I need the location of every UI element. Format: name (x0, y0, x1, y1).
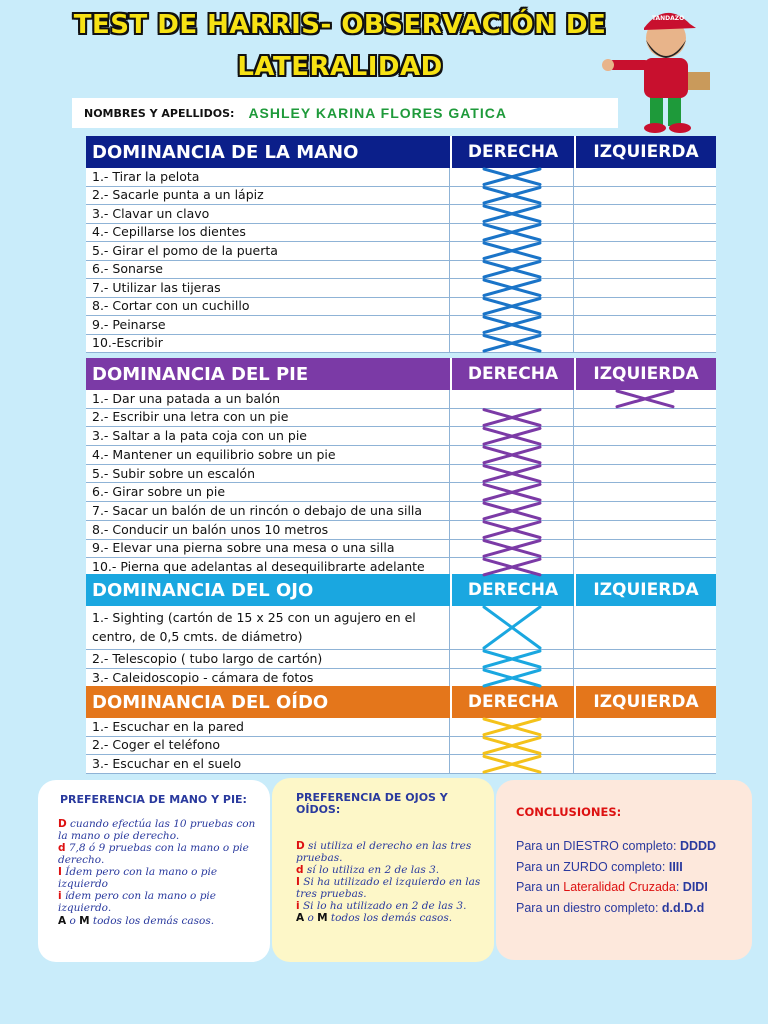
cell-izquierda (574, 224, 716, 242)
legend-line (58, 818, 258, 842)
col-izquierda: IZQUIERDA (574, 358, 716, 390)
section-title: DOMINANCIA DEL OJO (92, 579, 314, 601)
col-derecha: DERECHA (450, 686, 574, 718)
legend-key: d (296, 864, 304, 877)
cell-izquierda (574, 606, 716, 649)
cell-izquierda (574, 242, 716, 260)
cell-derecha (450, 540, 574, 558)
table-row (86, 755, 716, 774)
activity-label: 2.- Coger el teléfono (86, 737, 450, 755)
activity-label: 1.- Sighting (cartón de 15 x 25 con un agujero en el centro, de 0,5 cmts. de diámetro) (86, 606, 450, 649)
table-row (86, 224, 716, 243)
table-row (86, 205, 716, 224)
cell-izquierda (574, 335, 716, 353)
legend-key: i (58, 890, 62, 903)
cell-izquierda (574, 298, 716, 316)
legend-line (58, 842, 258, 866)
cell-izquierda (574, 669, 716, 687)
activity-label: 6.- Sonarse (86, 261, 450, 279)
cell-izquierda (574, 650, 716, 668)
legend-text: ídem pero con la mano o pie izquierdo. (58, 890, 216, 915)
legend-title: PREFERENCIA DE MANO Y PIE: (60, 793, 247, 806)
col-izquierda: IZQUIERDA (574, 136, 716, 168)
legend-text: si utiliza el derecho en las tres pruebas. (296, 840, 472, 865)
page-title-line1: TEST DE HARRIS- OBSERVACIÓN DE (73, 10, 607, 40)
activity-label: 9.- Elevar una pierna sobre una mesa o una silla (86, 540, 450, 558)
cell-derecha (450, 242, 574, 260)
section-ojo (86, 574, 716, 688)
mascot-illustration (600, 0, 730, 140)
legend-text: sí lo utiliza en 2 de las 3. (303, 864, 440, 877)
cell-derecha (450, 669, 574, 687)
activity-label: 4.- Cepillarse los dientes (86, 224, 450, 242)
section-rows (86, 718, 716, 774)
name-value: ASHLEY KARINA FLORES GATICA (248, 105, 507, 121)
table-row (86, 187, 716, 206)
legend-key: A (296, 912, 305, 925)
cell-derecha (450, 718, 574, 736)
cell-derecha (450, 390, 574, 408)
cell-izquierda (574, 521, 716, 539)
legend-line (296, 840, 482, 864)
page-title-line2: LATERALIDAD (237, 52, 443, 82)
section-header-pie (86, 358, 716, 390)
table-row (86, 242, 716, 261)
table-row (86, 409, 716, 428)
legend-key: d (58, 842, 66, 855)
legend-line (58, 915, 258, 927)
cell-derecha (450, 446, 574, 464)
legend-text: Ídem pero con la mano o pie izquierdo (58, 866, 218, 891)
conclusions-title: CONCLUSIONES: (516, 805, 622, 819)
table-row (86, 465, 716, 484)
cell-izquierda (574, 737, 716, 755)
section-rows (86, 168, 716, 353)
legend-line (296, 876, 482, 900)
activity-label: 10.- Pierna que adelantas al desequilibrarte adelante (86, 558, 450, 576)
name-bar (72, 98, 618, 128)
table-row (86, 502, 716, 521)
legend-key: M (79, 914, 90, 927)
legend-key: D (296, 840, 305, 852)
cell-derecha (450, 409, 574, 427)
cell-derecha (450, 650, 574, 668)
cell-izquierda (574, 316, 716, 334)
table-row (86, 650, 716, 669)
mascot-hand (602, 59, 614, 71)
mascot-shoe (644, 123, 666, 133)
legend-title: PREFERENCIA DE OJOS Y OÍDOS: (296, 791, 448, 816)
legend-text: todos los demás casos. (327, 912, 453, 925)
legend-key: I (58, 866, 62, 879)
cell-izquierda (574, 465, 716, 483)
cell-derecha (450, 737, 574, 755)
col-derecha: DERECHA (450, 136, 574, 168)
activity-label: 7.- Sacar un balón de un rincón o debajo de una silla (86, 502, 450, 520)
mascot-box (688, 72, 710, 90)
activity-label: 10.-Escribir (86, 335, 450, 353)
cell-derecha (450, 335, 574, 353)
activity-label: 3.- Escuchar en el suelo (86, 755, 450, 773)
conclusions-list (516, 836, 716, 918)
legend-box-ojos-oidos (272, 778, 494, 962)
table-row (86, 606, 716, 650)
table-row (86, 298, 716, 317)
cell-derecha (450, 606, 574, 649)
activity-label: 9.- Peinarse (86, 316, 450, 334)
table-row (86, 483, 716, 502)
cell-izquierda (574, 390, 716, 408)
section-header-ojo (86, 574, 716, 606)
activity-label: 5.- Subir sobre un escalón (86, 465, 450, 483)
cell-izquierda (574, 427, 716, 445)
activity-label: 3.- Caleidoscopio - cámara de fotos (86, 669, 450, 687)
conclusion-line (516, 857, 716, 878)
table-row (86, 718, 716, 737)
conclusion-text: Para un diestro completo: (516, 900, 662, 915)
cell-derecha (450, 755, 574, 773)
legend-text: Si lo ha utilizado en 2 de las 3. (299, 900, 467, 913)
table-row (86, 168, 716, 187)
table-row (86, 335, 716, 354)
conclusion-text: Para un DIESTRO completo: (516, 839, 680, 853)
legend-box-mano-pie (38, 780, 270, 962)
conclusion-text: : (675, 880, 683, 894)
cell-derecha (450, 521, 574, 539)
cell-derecha (450, 187, 574, 205)
mascot-arm (608, 60, 650, 70)
cell-derecha (450, 316, 574, 334)
conclusion-text: Para un (516, 880, 564, 894)
table-row (86, 427, 716, 446)
legend-text: todos los demás casos. (89, 914, 215, 927)
activity-label: 2.- Telescopio ( tubo largo de cartón) (86, 650, 450, 668)
table-row (86, 316, 716, 335)
mascot-shirt (644, 58, 688, 98)
legend-text: o (304, 912, 318, 925)
cell-izquierda (574, 718, 716, 736)
col-izquierda: IZQUIERDA (574, 574, 716, 606)
mascot-shoe (669, 123, 691, 133)
activity-label: 8.- Cortar con un cuchillo (86, 298, 450, 316)
section-title: DOMINANCIA DEL OÍDO (92, 691, 329, 713)
cell-izquierda (574, 446, 716, 464)
conclusion-line (516, 836, 716, 857)
section-rows (86, 390, 716, 577)
conclusion-value: DDDD (679, 839, 717, 853)
legend-line (58, 866, 258, 890)
cell-izquierda (574, 261, 716, 279)
table-row (86, 279, 716, 298)
legend-line (296, 912, 482, 924)
conclusion-value: DIDI (682, 880, 708, 894)
cell-izquierda (574, 483, 716, 501)
legend-line (296, 864, 482, 876)
table-row (86, 540, 716, 559)
cell-derecha (450, 261, 574, 279)
conclusions-box (496, 780, 752, 960)
activity-label: 6.- Girar sobre un pie (86, 483, 450, 501)
activity-label: 2.- Sacarle punta a un lápiz (86, 187, 450, 205)
activity-label: 1.- Tirar la pelota (86, 168, 450, 186)
table-row (86, 261, 716, 280)
name-label: NOMBRES Y APELLIDOS: (84, 106, 235, 120)
section-rows (86, 606, 716, 688)
cell-derecha (450, 224, 574, 242)
col-derecha: DERECHA (450, 358, 574, 390)
legend-key: A (58, 914, 67, 927)
activity-label: 4.- Mantener un equilibrio sobre un pie (86, 446, 450, 464)
legend-key: M (317, 912, 328, 925)
conclusion-value: IIII (668, 859, 683, 874)
cell-izquierda (574, 502, 716, 520)
table-row (86, 390, 716, 409)
col-izquierda: IZQUIERDA (574, 686, 716, 718)
mascot-cap-text: TANDAZO (651, 15, 685, 22)
section-title: DOMINANCIA DEL PIE (92, 363, 309, 385)
cell-izquierda (574, 279, 716, 297)
legend-key: I (296, 876, 300, 889)
section-header-oido (86, 686, 716, 718)
table-row (86, 521, 716, 540)
legend-text: 7,8 ó 9 pruebas con la mano o pie derecho. (58, 842, 249, 867)
cell-izquierda (574, 409, 716, 427)
legend-text: cuando efectúa las 10 pruebas con la mano o pie derecho. (58, 818, 256, 843)
section-title: DOMINANCIA DE LA MANO (92, 141, 359, 163)
activity-label: 1.- Dar una patada a un balón (86, 390, 450, 408)
activity-label: 2.- Escribir una letra con un pie (86, 409, 450, 427)
col-derecha: DERECHA (450, 574, 574, 606)
legend-text: o (66, 914, 80, 927)
conclusion-text: Para un ZURDO completo: (516, 859, 669, 874)
table-row (86, 446, 716, 465)
activity-label: 5.- Girar el pomo de la puerta (86, 242, 450, 260)
activity-label: 3.- Saltar a la pata coja con un pie (86, 427, 450, 445)
legend-text: Si ha utilizado el izquierdo en las tres pruebas. (296, 876, 481, 901)
cell-derecha (450, 205, 574, 223)
cell-derecha (450, 279, 574, 297)
section-pie (86, 358, 716, 577)
cell-izquierda (574, 205, 716, 223)
activity-label: 3.- Clavar un clavo (86, 205, 450, 223)
legend-line (58, 890, 258, 914)
cell-derecha (450, 502, 574, 520)
cell-derecha (450, 465, 574, 483)
conclusion-value: d.d.D.d (661, 900, 705, 915)
section-oido (86, 686, 716, 774)
section-mano (86, 136, 716, 353)
conclusion-line (516, 877, 716, 898)
activity-label: 8.- Conducir un balón unos 10 metros (86, 521, 450, 539)
cell-izquierda (574, 187, 716, 205)
cell-derecha (450, 483, 574, 501)
table-row (86, 737, 716, 756)
conclusion-highlight: Lateralidad Cruzada (563, 880, 676, 894)
conclusion-line (516, 898, 716, 919)
cell-izquierda (574, 755, 716, 773)
legend-key: i (296, 900, 300, 913)
activity-label: 7.- Utilizar las tijeras (86, 279, 450, 297)
cell-derecha (450, 427, 574, 445)
legend-list (58, 818, 258, 927)
legend-key: D (58, 818, 67, 830)
cell-derecha (450, 298, 574, 316)
legend-line (296, 900, 482, 912)
legend-list (296, 840, 482, 924)
cell-izquierda (574, 540, 716, 558)
cell-derecha (450, 168, 574, 186)
section-header-mano (86, 136, 716, 168)
activity-label: 1.- Escuchar en la pared (86, 718, 450, 736)
cell-izquierda (574, 168, 716, 186)
